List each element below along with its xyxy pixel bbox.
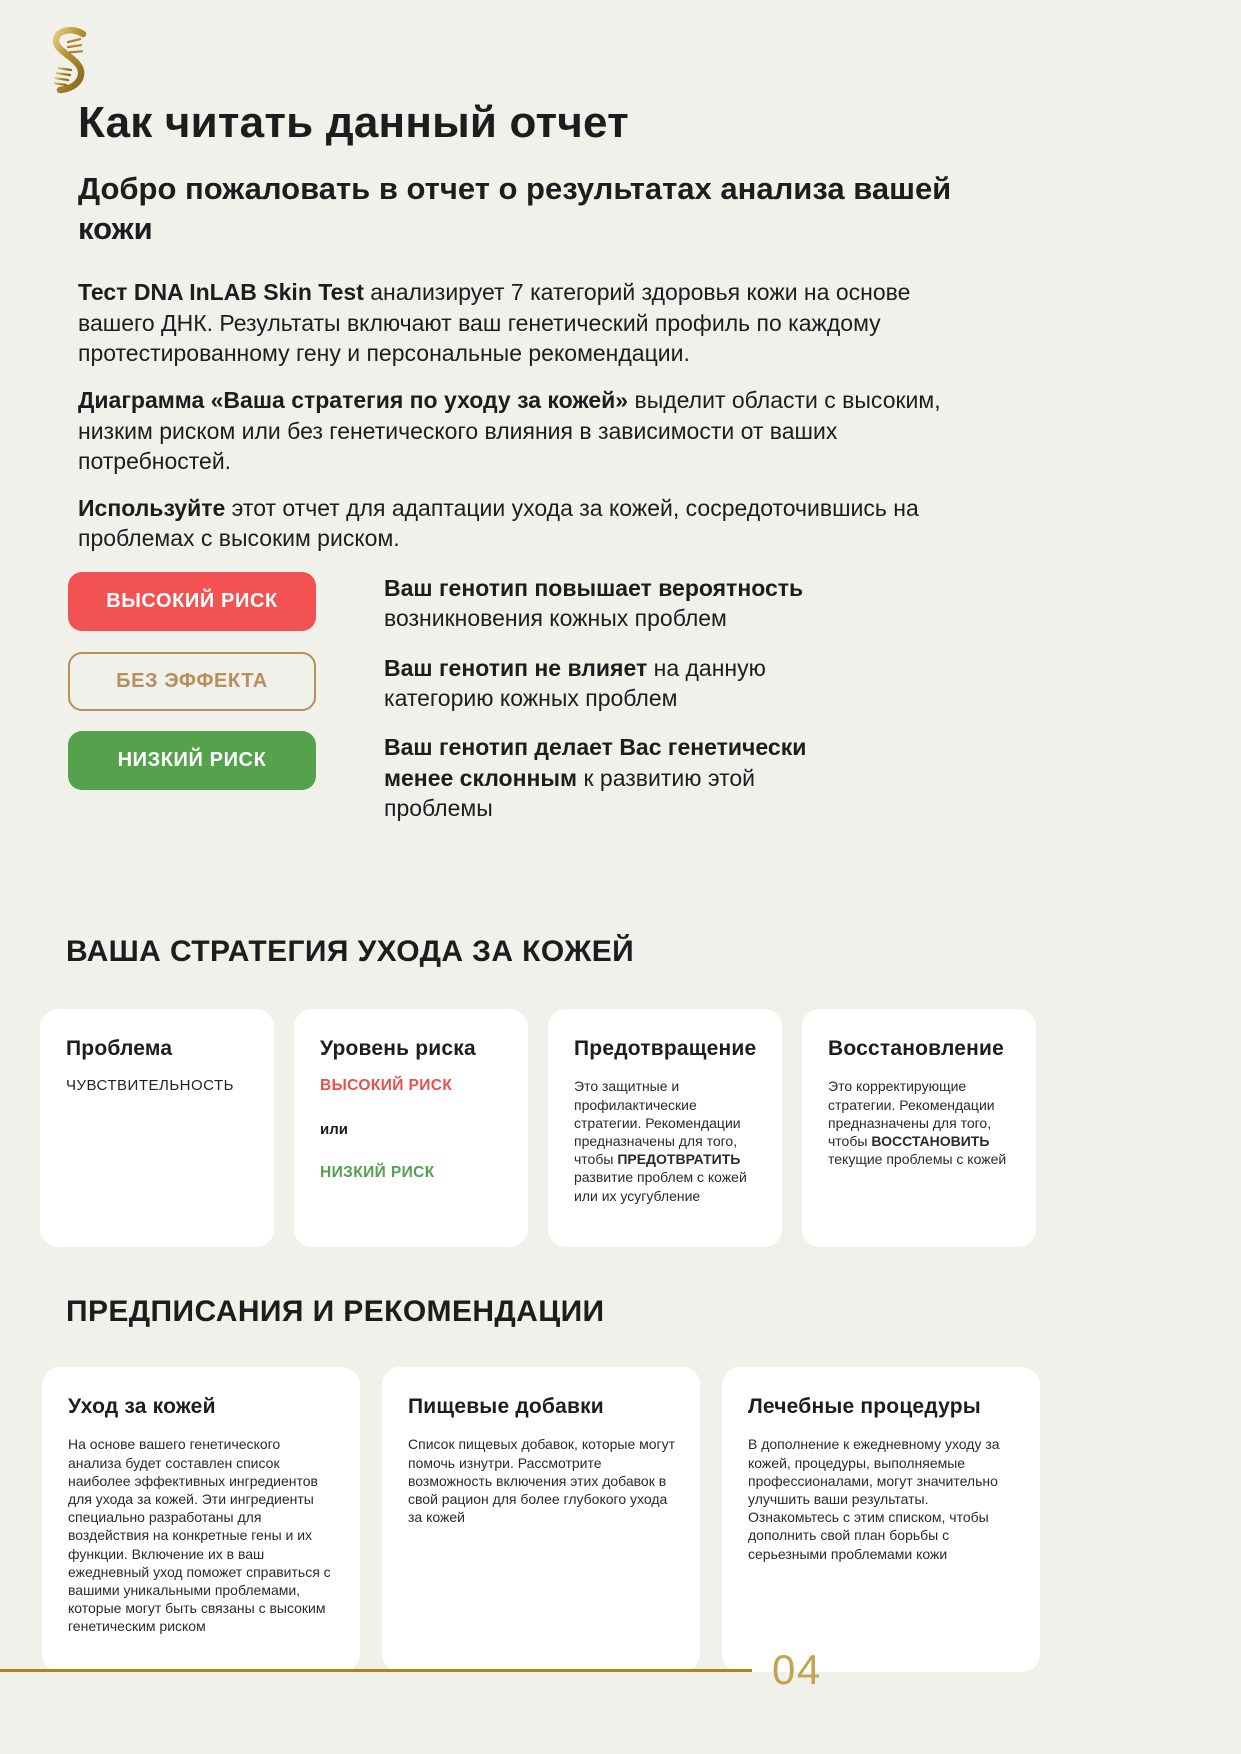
prescription-card-supplements-body: Список пищевых добавок, которые могут помочь изнутри. Рассмотрите возможность включения этих добавок в свой рацион для более глубокого ухода за кожей [408, 1436, 676, 1526]
prescription-card-treatments [722, 1367, 1040, 1672]
restoration-body-post: текущие проблемы с кожей [828, 1151, 1007, 1168]
strategy-card-problem-title: Проблема [66, 1037, 173, 1061]
high-risk-description [384, 572, 856, 634]
footer-divider [0, 1669, 752, 1672]
strategy-card-risk-level-title: Уровень риска [320, 1037, 476, 1061]
intro-paragraph-2 [78, 385, 983, 477]
intro-2-rest: выделит области с высоким, низким риском или без генетического влияния в зависимости от ваших потребностей. [78, 386, 941, 475]
intro-3-lead: Используйте [78, 494, 226, 521]
prevention-body-emphasis: ПРЕДОТВРАТИТЬ [617, 1151, 741, 1168]
legend-row-high-risk [78, 572, 1161, 634]
strategy-card-prevention-title: Предотвращение [574, 1037, 757, 1061]
prescription-card-supplements [382, 1367, 700, 1672]
strategy-card-risk-level [294, 1009, 528, 1247]
intro-3-rest: этот отчет для адаптации ухода за кожей, сосредоточившись на проблемах с высоким риском. [78, 494, 919, 552]
restoration-body-pre: Это корректирующие стратегии. Рекомендации предназначены для того, чтобы [828, 1078, 995, 1149]
strategy-card-restoration [802, 1009, 1036, 1247]
brand-logo [42, 26, 100, 98]
no-effect-description-rest: на данную категорию кожных проблем [384, 654, 766, 711]
low-risk-description [384, 731, 856, 823]
prescription-card-skincare-body: На основе вашего генетического анализа будет составлен список наиболее эффективных ингредиентов для ухода за кожей. Эти ингредиенты специально разработаны для воздействия на конкретные гены и их функции. Включение их в ваш ежедневный уход поможет справиться с вашими уникальными проблемами, которые могут быть связаны с высоким генетическим риском [68, 1436, 331, 1635]
strategy-section-heading: ВАША СТРАТЕГИЯ УХОДА ЗА КОЖЕЙ [66, 935, 635, 969]
prescription-card-skincare [42, 1367, 360, 1672]
page-title: Как читать данный отчет [78, 98, 629, 147]
prescription-card-treatments-title: Лечебные процедуры [748, 1395, 981, 1419]
no-effect-description-bold: Ваш генотип не влияет [384, 654, 648, 681]
prevention-body-post: развитие проблем с кожей или их усугубление [574, 1169, 747, 1204]
intro-section [78, 277, 1161, 554]
risk-level-high-label: ВЫСОКИЙ РИСК [320, 1077, 453, 1095]
strategy-card-restoration-title: Восстановление [828, 1037, 1004, 1061]
strategy-card-problem-value: ЧУВСТВИТЕЛЬНОСТЬ [66, 1077, 235, 1095]
prescription-card-treatments-body: В дополнение к ежедневному уходу за кожей, процедуры, выполняемые профессионалами, могут значительно улучшить ваши результаты. Ознакомьтесь с этим списком, чтобы дополнить свой план борьбы с серьезными проблемами кожи [748, 1436, 1000, 1562]
intro-1-rest: анализирует 7 категорий здоровья кожи на основе вашего ДНК. Результаты включают ваш генетический профиль по каждому протестированному гену и персональные рекомендации. [78, 279, 911, 367]
low-risk-badge: НИЗКИЙ РИСК [68, 731, 316, 790]
high-risk-description-rest: возникновения кожных проблем [384, 605, 727, 632]
high-risk-badge: ВЫСОКИЙ РИСК [68, 572, 316, 631]
risk-legend [78, 572, 1161, 824]
strategy-cards [40, 1009, 1036, 1247]
prevention-body-pre: Это защитные и профилактические стратегии. Рекомендации предназначены для того, чтобы [574, 1078, 741, 1168]
page-number: 04 [772, 1646, 822, 1693]
intro-paragraph-1 [78, 277, 983, 369]
no-effect-description [384, 652, 856, 714]
intro-1-lead: Тест DNA InLAB Skin Test [78, 279, 364, 306]
intro-paragraph-3 [78, 493, 983, 554]
strategy-card-prevention [548, 1009, 782, 1247]
strategy-card-problem [40, 1009, 274, 1247]
prescription-card-skincare-title: Уход за кожей [68, 1395, 216, 1419]
intro-2-lead: Диаграмма «Ваша стратегия по уходу за кожей» [78, 386, 629, 413]
low-risk-description-rest: к развитию этой проблемы [384, 764, 756, 822]
risk-level-or-label: или [320, 1121, 348, 1139]
low-risk-description-bold: Ваш генотип делает Вас генетически менее склонным [384, 734, 807, 791]
strategy-card-restoration-body [828, 1077, 1012, 1168]
legend-row-low-risk [78, 731, 1161, 823]
risk-level-low-label: НИЗКИЙ РИСК [320, 1164, 435, 1182]
prescriptions-section-heading: ПРЕДПИСАНИЯ И РЕКОМЕНДАЦИИ [66, 1295, 605, 1329]
legend-row-no-effect [78, 652, 1161, 714]
dna-helix-icon [42, 26, 100, 98]
prescription-cards [42, 1367, 1040, 1672]
prescription-card-supplements-title: Пищевые добавки [408, 1395, 604, 1419]
no-effect-badge: БЕЗ ЭФФЕКТА [68, 652, 316, 711]
page-subtitle: Добро пожаловать в отчет о результатах анализа вашей кожи [78, 171, 952, 247]
high-risk-description-bold: Ваш генотип повышает вероятность [384, 574, 804, 601]
strategy-card-prevention-body [574, 1077, 758, 1204]
restoration-body-emphasis: ВОССТАНОВИТЬ [871, 1132, 990, 1149]
